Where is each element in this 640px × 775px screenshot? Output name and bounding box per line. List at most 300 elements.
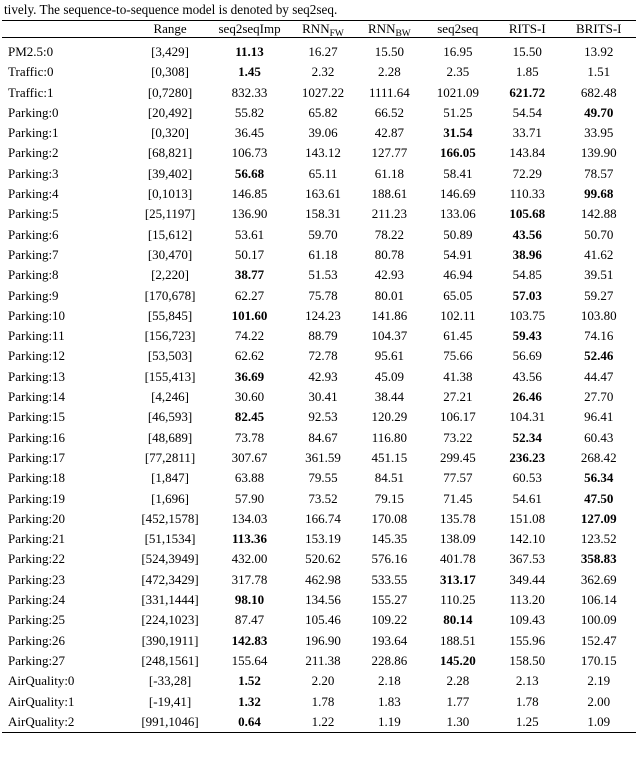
- table-cell: 82.45: [234, 409, 265, 425]
- row-label: Parking:23: [8, 571, 66, 587]
- table-cell: [1,847]: [151, 470, 190, 486]
- table-cell: 0.64: [238, 713, 261, 729]
- table-cell: 2.32: [311, 64, 335, 80]
- table-cell: 158.31: [305, 206, 341, 222]
- row-label: Parking:10: [8, 307, 66, 323]
- table-cell: 104.37: [371, 328, 408, 344]
- table-cell: 101.60: [231, 307, 268, 323]
- table-cell: [20,492]: [147, 104, 193, 120]
- table-row: [2, 225, 636, 245]
- row-label: Parking:2: [8, 145, 59, 161]
- header-dataset: [2, 21, 131, 38]
- table-cell: 52.46: [584, 348, 614, 364]
- table-cell: 2.28: [446, 673, 470, 689]
- table-cell: 75.78: [308, 287, 338, 303]
- table-cell: 47.50: [584, 490, 614, 506]
- table-cell: [472,3429]: [141, 571, 199, 587]
- row-label: Parking:19: [8, 490, 66, 506]
- table-cell: [331,1444]: [141, 592, 199, 608]
- table-cell: 145.20: [439, 652, 476, 668]
- row-label: Parking:0: [8, 104, 59, 120]
- table-cell: 109.43: [509, 612, 546, 628]
- row-label: Parking:7: [8, 246, 59, 262]
- caption-tail: tively. The sequence-to-sequence model is denoted by seq2seq.: [4, 2, 338, 17]
- table-cell: 43.56: [512, 226, 542, 242]
- table-cell: 349.44: [509, 571, 546, 587]
- table-cell: 123.52: [580, 531, 617, 547]
- table-cell: 133.06: [439, 206, 476, 222]
- table-row: [2, 671, 636, 691]
- table-cell: 100.09: [580, 612, 617, 628]
- table-row: [2, 42, 636, 62]
- table-row: [2, 712, 636, 733]
- table-cell: 43.56: [512, 368, 542, 384]
- table-cell: [-19,41]: [148, 693, 192, 709]
- table-cell: 74.22: [234, 328, 265, 344]
- table-cell: 533.55: [371, 571, 408, 587]
- table-cell: [-33,28]: [148, 673, 192, 689]
- table-cell: 80.01: [374, 287, 405, 303]
- table-cell: 46.94: [443, 267, 473, 283]
- table-cell: 106.14: [580, 592, 617, 608]
- table-cell: 33.95: [584, 125, 614, 141]
- table-cell: 1.85: [515, 64, 539, 80]
- table-row: [2, 265, 636, 285]
- table-row: [2, 631, 636, 651]
- table-cell: 170.08: [371, 510, 408, 526]
- table-cell: [55,845]: [147, 307, 193, 323]
- table-cell: 103.80: [580, 307, 617, 323]
- table-cell: 142.83: [231, 632, 268, 648]
- header-seq2seq: seq2seq: [437, 21, 479, 36]
- table-row: [2, 83, 636, 103]
- table-cell: 109.22: [371, 612, 408, 628]
- table-cell: 401.78: [439, 551, 476, 567]
- table-cell: 61.18: [308, 246, 338, 262]
- table-cell: [452,1578]: [141, 510, 199, 526]
- table-row: [2, 103, 636, 123]
- table-cell: 79.15: [374, 490, 405, 506]
- table-cell: [991,1046]: [141, 713, 199, 729]
- table-cell: 145.35: [371, 531, 408, 547]
- table-cell: 143.84: [509, 145, 546, 161]
- table-cell: 56.68: [234, 165, 265, 181]
- table-cell: 621.72: [509, 84, 546, 100]
- table-cell: 362.69: [580, 571, 617, 587]
- table-cell: 113.20: [509, 592, 545, 608]
- table-cell: 59.27: [584, 287, 614, 303]
- table-cell: 120.29: [371, 409, 408, 425]
- table-row: [2, 164, 636, 184]
- table-cell: 135.78: [439, 510, 476, 526]
- table-cell: 105.68: [509, 206, 546, 222]
- table-cell: 80.78: [374, 246, 405, 262]
- table-cell: 66.52: [374, 104, 405, 120]
- table-cell: [39,402]: [147, 165, 193, 181]
- table-cell: 54.54: [512, 104, 542, 120]
- table-cell: 127.09: [580, 510, 617, 526]
- table-cell: 134.56: [305, 592, 341, 608]
- header-rits-i: RITS-I: [508, 21, 546, 36]
- table-cell: 42.93: [374, 267, 405, 283]
- table-cell: 78.57: [584, 165, 614, 181]
- row-label: Parking:3: [8, 165, 59, 181]
- table-cell: 61.18: [374, 165, 405, 181]
- table-cell: 11.13: [235, 44, 264, 59]
- table-cell: 42.93: [308, 368, 338, 384]
- table-cell: 41.62: [584, 246, 614, 262]
- table-row: [2, 692, 636, 712]
- table-bottom-rule: [2, 733, 636, 734]
- table-cell: 16.27: [308, 44, 338, 59]
- table-cell: 142.10: [509, 531, 546, 547]
- table-cell: 62.62: [234, 348, 265, 364]
- table-cell: 77.57: [443, 470, 473, 486]
- table-cell: 106.73: [231, 145, 268, 161]
- table-cell: 1.77: [446, 693, 470, 709]
- header-rnn-fw: RNNFW: [302, 21, 344, 39]
- table-cell: 55.82: [234, 104, 265, 120]
- table-cell: [46,593]: [147, 409, 193, 425]
- table-row: [2, 407, 636, 427]
- table-row: [2, 651, 636, 671]
- table-cell: 299.45: [439, 449, 476, 465]
- table-cell: 26.46: [512, 389, 542, 405]
- table-cell: 45.09: [374, 368, 405, 384]
- table-cell: 1.52: [238, 673, 261, 689]
- table-cell: 13.92: [584, 44, 614, 59]
- row-label: Parking:27: [8, 652, 66, 668]
- table-cell: 41.38: [443, 368, 473, 384]
- table-cell: 211.38: [305, 652, 341, 668]
- table-row: [2, 448, 636, 468]
- row-label: Parking:15: [8, 409, 66, 425]
- row-label: AirQuality:2: [8, 713, 75, 729]
- table-cell: 58.41: [443, 165, 473, 181]
- table-cell: 50.17: [234, 246, 265, 262]
- header-rnn-bw: RNNBW: [368, 21, 411, 39]
- table-cell: 146.69: [439, 186, 476, 202]
- table-cell: 1.30: [446, 713, 470, 729]
- row-label: Parking:20: [8, 510, 66, 526]
- table-cell: [25,1197]: [144, 206, 196, 222]
- table-row: [2, 306, 636, 326]
- table-cell: 65.05: [443, 287, 473, 303]
- table-cell: 166.05: [439, 145, 476, 161]
- table-cell: 84.51: [374, 470, 405, 486]
- table-cell: [1,696]: [151, 490, 190, 506]
- table-body: [2, 42, 636, 733]
- table-cell: [0,320]: [151, 125, 190, 141]
- table-cell: 1027.22: [301, 84, 345, 100]
- table-cell: 236.23: [509, 449, 546, 465]
- table-cell: 1111.64: [369, 84, 410, 100]
- table-cell: 1.78: [515, 693, 539, 709]
- table-cell: 38.96: [512, 246, 542, 262]
- header-seq2seqimp: seq2seqImp: [218, 21, 281, 36]
- table-cell: 451.15: [371, 449, 408, 465]
- table-cell: 61.45: [443, 328, 473, 344]
- table-cell: 110.25: [440, 592, 476, 608]
- table-cell: 95.61: [374, 348, 405, 364]
- table-cell: 317.78: [231, 571, 268, 587]
- table-cell: 52.34: [512, 429, 542, 445]
- table-cell: 367.53: [509, 551, 546, 567]
- table-cell: [0,7280]: [147, 84, 193, 100]
- table-cell: 79.55: [308, 470, 338, 486]
- header-range: Range: [153, 21, 187, 36]
- table-cell: 1.22: [311, 713, 335, 729]
- table-cell: [51,1534]: [144, 531, 196, 547]
- table-cell: 98.10: [234, 592, 265, 608]
- table-cell: 142.88: [580, 206, 617, 222]
- table-cell: 138.09: [439, 531, 476, 547]
- table-cell: 75.66: [443, 348, 473, 364]
- table-row: [2, 326, 636, 346]
- table-cell: 72.78: [308, 348, 338, 364]
- table-cell: 84.67: [308, 429, 338, 445]
- table-cell: 104.31: [509, 409, 546, 425]
- table-cell: 163.61: [305, 186, 341, 202]
- table-cell: 1021.09: [436, 84, 479, 100]
- table-cell: 832.33: [231, 84, 268, 100]
- table-cell: 63.88: [234, 470, 265, 486]
- table-row: [2, 367, 636, 387]
- table-cell: 39.51: [584, 267, 614, 283]
- table-cell: 73.78: [234, 429, 265, 445]
- table-cell: 71.45: [443, 490, 473, 506]
- row-label: Parking:1: [8, 125, 59, 141]
- table-cell: 16.95: [443, 44, 473, 59]
- table-cell: 1.09: [587, 713, 611, 729]
- table-cell: 15.50: [512, 44, 542, 59]
- table-cell: 51.53: [308, 267, 338, 283]
- table-cell: 56.34: [584, 470, 614, 486]
- table-cell: 155.64: [231, 652, 268, 668]
- table-cell: 313.17: [439, 571, 476, 587]
- table-row: [2, 387, 636, 407]
- table-cell: [68,821]: [147, 145, 193, 161]
- table-cell: [224,1023]: [141, 612, 199, 628]
- table-cell: 56.69: [512, 348, 542, 364]
- table-cell: 1.19: [378, 713, 401, 729]
- table-cell: 2.35: [446, 64, 470, 80]
- table-cell: 96.41: [584, 409, 614, 425]
- row-label: Parking:4: [8, 186, 59, 202]
- table-cell: 92.53: [308, 409, 338, 425]
- table-cell: [0,308]: [151, 64, 190, 80]
- table-cell: 36.45: [234, 125, 265, 141]
- table-cell: 110.33: [509, 186, 545, 202]
- table-cell: 141.86: [371, 307, 408, 323]
- table-cell: [390,1911]: [141, 632, 199, 648]
- table-cell: 1.51: [587, 64, 611, 80]
- row-label: Parking:13: [8, 368, 66, 384]
- table-cell: 170.15: [580, 652, 617, 668]
- table-cell: [48,689]: [147, 429, 193, 445]
- table-cell: [155,413]: [144, 368, 196, 384]
- table-cell: 30.41: [308, 389, 338, 405]
- table-row: [2, 245, 636, 265]
- results-table: [2, 20, 636, 733]
- table-cell: [248,1561]: [141, 652, 199, 668]
- table-cell: 1.45: [238, 64, 261, 80]
- table-cell: 65.82: [308, 104, 338, 120]
- table-cell: 116.80: [371, 429, 408, 445]
- table-cell: 1.32: [238, 693, 261, 709]
- table-cell: 54.61: [512, 490, 542, 506]
- table-cell: 1.25: [515, 713, 539, 729]
- row-label: Parking:11: [8, 328, 65, 344]
- table-cell: 196.90: [305, 632, 341, 648]
- table-cell: 2.19: [587, 673, 611, 689]
- row-label: Parking:21: [8, 531, 66, 547]
- table-foot: [2, 733, 636, 734]
- table-cell: 124.23: [305, 307, 341, 323]
- table-cell: 188.61: [371, 186, 408, 202]
- table-cell: 228.86: [371, 652, 408, 668]
- table-row: [2, 610, 636, 630]
- table-cell: 146.85: [231, 186, 268, 202]
- table-cell: 682.48: [580, 84, 617, 100]
- table-cell: 153.19: [305, 531, 341, 547]
- table-cell: 193.64: [371, 632, 408, 648]
- table-cell: [2,220]: [151, 267, 190, 283]
- row-label: Traffic:1: [8, 84, 54, 100]
- table-cell: 106.17: [439, 409, 476, 425]
- table-cell: 520.62: [305, 551, 341, 567]
- row-label: Parking:25: [8, 612, 66, 628]
- table-row: [2, 489, 636, 509]
- row-label: Parking:17: [8, 449, 66, 465]
- header-brits-i: BRITS-I: [575, 21, 622, 36]
- row-label: Parking:6: [8, 226, 59, 242]
- table-cell: [0,1013]: [147, 186, 193, 202]
- table-cell: 38.77: [234, 267, 265, 283]
- table-cell: 2.00: [587, 693, 611, 709]
- row-label: AirQuality:0: [8, 673, 75, 689]
- table-cell: 158.50: [509, 652, 546, 668]
- table-cell: 152.47: [580, 632, 617, 648]
- table-head: [2, 21, 636, 43]
- table-cell: 2.13: [515, 673, 539, 689]
- table-cell: 73.52: [308, 490, 338, 506]
- row-label: Parking:12: [8, 348, 66, 364]
- table-row: [2, 549, 636, 569]
- table-cell: [3,429]: [151, 44, 190, 59]
- table-cell: 54.85: [512, 267, 542, 283]
- table-cell: 2.28: [378, 64, 401, 80]
- table-cell: 42.87: [374, 125, 405, 141]
- table-row: [2, 346, 636, 366]
- row-label: Parking:16: [8, 429, 66, 445]
- table-cell: 113.36: [232, 531, 268, 547]
- table-cell: 62.27: [234, 287, 265, 303]
- table-cell: 105.46: [305, 612, 341, 628]
- table-cell: 166.74: [305, 510, 341, 526]
- table-cell: 30.60: [234, 389, 265, 405]
- table-row: [2, 468, 636, 488]
- table-cell: 211.23: [371, 206, 408, 222]
- table-cell: 39.06: [308, 125, 338, 141]
- table-cell: 72.29: [512, 165, 542, 181]
- table-cell: 268.42: [580, 449, 617, 465]
- table-cell: 143.12: [305, 145, 341, 161]
- row-label: Parking:5: [8, 206, 59, 222]
- table-row: [2, 62, 636, 82]
- table-row: [2, 428, 636, 448]
- table-cell: 88.79: [308, 328, 338, 344]
- table-cell: 139.90: [580, 145, 617, 161]
- table-cell: 33.71: [512, 125, 542, 141]
- table-cell: 134.03: [231, 510, 268, 526]
- table-cell: 49.70: [584, 104, 614, 120]
- table-cell: 155.27: [371, 592, 408, 608]
- table-cell: 57.03: [512, 287, 542, 303]
- row-label: Parking:18: [8, 470, 66, 486]
- table-cell: 51.25: [443, 104, 473, 120]
- table-cell: 462.98: [305, 571, 341, 587]
- table-cell: 27.70: [584, 389, 614, 405]
- table-row: [2, 529, 636, 549]
- table-cell: 155.96: [509, 632, 546, 648]
- table-cell: 307.67: [231, 449, 268, 465]
- table-row: [2, 509, 636, 529]
- table-cell: [156,723]: [144, 328, 196, 344]
- table-cell: 80.14: [443, 612, 473, 628]
- table-cell: 74.16: [584, 328, 614, 344]
- table-cell: 102.11: [440, 307, 476, 323]
- table-row: [2, 570, 636, 590]
- table-cell: 1.78: [311, 693, 335, 709]
- row-label: Parking:14: [8, 389, 66, 405]
- table-row: [2, 590, 636, 610]
- table-cell: 99.68: [584, 186, 614, 202]
- row-label: Traffic:0: [8, 64, 54, 80]
- table-cell: 50.70: [584, 226, 614, 242]
- row-label: AirQuality:1: [8, 693, 75, 709]
- row-label: Parking:24: [8, 592, 66, 608]
- table-cell: [170,678]: [144, 287, 196, 303]
- table-row: [2, 184, 636, 204]
- table-row: [2, 204, 636, 224]
- table-cell: 15.50: [374, 44, 405, 59]
- table-cell: 57.90: [234, 490, 265, 506]
- table-cell: 65.11: [308, 165, 338, 181]
- table-cell: 60.43: [584, 429, 614, 445]
- table-cell: [30,470]: [147, 246, 193, 262]
- table-cell: 151.08: [509, 510, 546, 526]
- row-label: Parking:8: [8, 267, 59, 283]
- table-cell: [77,2811]: [144, 449, 196, 465]
- table-cell: 361.59: [305, 449, 341, 465]
- table-cell: 53.61: [234, 226, 265, 242]
- table-cell: [53,503]: [147, 348, 193, 364]
- table-cell: 358.83: [580, 551, 617, 567]
- row-label: Parking:9: [8, 287, 59, 303]
- header-row: [2, 21, 636, 38]
- table-cell: 188.51: [439, 632, 476, 648]
- table-cell: 36.69: [234, 368, 265, 384]
- row-label: Parking:22: [8, 551, 66, 567]
- table-cell: 44.47: [584, 368, 614, 384]
- table-cell: 78.22: [374, 226, 405, 242]
- table-cell: 73.22: [443, 429, 473, 445]
- table-cell: 50.89: [443, 226, 473, 242]
- table-cell: [524,3949]: [141, 551, 199, 567]
- table-cell: 54.91: [443, 246, 473, 262]
- table-cell: 2.20: [311, 673, 335, 689]
